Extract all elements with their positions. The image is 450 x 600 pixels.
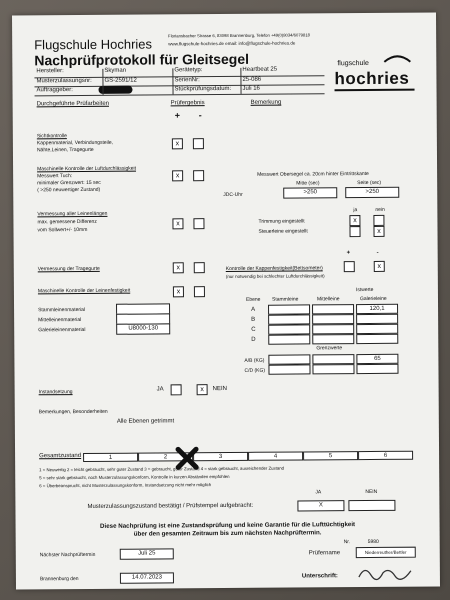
luft-seite-value[interactable]: >250 xyxy=(345,187,399,198)
date-field[interactable]: 14.07.2023 xyxy=(120,572,174,583)
section-sichtkontrolle: Sichtkontrolle Kappenmaterial, Verbindungsteile, Nähte,Leinen, Tragegurte x xyxy=(12,13,436,16)
disclaimer-line-2: über den gesamten Zeitraum bis zum nächsten Nachprüftermin. xyxy=(133,529,322,538)
musterzulassung-value: GS-2591/12 xyxy=(104,77,137,84)
paraglider-logo-icon xyxy=(382,53,412,65)
galerie-material-field[interactable]: U8000-130 xyxy=(116,323,170,334)
section-leinenfestigkeit: Maschinelle Kontrolle der Leinenfestigkeit x Stammleinenmaterial Mittelleinenmaterial Galerieleinenmaterial U8000-130 Istwerte Ebene Stammleine Mittelleine Galerieleine A B C D 120,1 Grenzwerte A/B (KG) C/D (KG) 65 xyxy=(12,13,436,16)
grade-2[interactable]: 2 xyxy=(138,452,193,461)
trage-minus-checkbox[interactable] xyxy=(194,262,205,273)
grade-legend-2: 5 = sehr stark gebraucht, noch Musterzulassungskonform, Kontrolle in kurzen Abständen empfohlen xyxy=(39,473,230,481)
grenz-cd-stamm[interactable] xyxy=(268,364,310,374)
cell-b-stamm[interactable] xyxy=(268,314,310,324)
grenz-ab-mittel[interactable] xyxy=(312,354,354,364)
page-title: Nachprüfprotokoll für Gleitsegel xyxy=(34,50,250,69)
signature-scribble xyxy=(356,563,416,583)
grade-1[interactable]: 1 xyxy=(83,453,138,462)
geraetetyp-value: Heartbeat 25 xyxy=(242,66,278,73)
sicht-plus-checkbox[interactable]: x xyxy=(172,138,183,149)
cell-b-mittel[interactable] xyxy=(312,314,354,324)
company-name: Flugschule Hochries xyxy=(34,36,153,53)
section-luftdurchlaessigkeit: Maschinelle Kontrolle der Luftdurchlässigkeit Messwert Tuch: minimaler Grenzwert: 15 sec ( >250 neuwertiger Zustand) x Messwert Obersegel ca. 20cm hinter Eintrittskante Mitte (sec) Seite (sec) >250 >250 JDC-Uhr xyxy=(12,13,436,16)
grade-scale xyxy=(83,451,413,462)
grade-5[interactable]: 5 xyxy=(303,451,358,460)
grenz-cd-mittel[interactable] xyxy=(312,364,354,374)
cell-b-galerie[interactable] xyxy=(356,314,398,324)
sicht-minus-checkbox[interactable] xyxy=(193,138,204,149)
pruefer-name-field[interactable]: Niederreuther/Bettler xyxy=(356,547,416,558)
trimmung-nein-checkbox[interactable] xyxy=(373,215,384,226)
protocol-sheet: Flugschule Hochries Floriansbacher Strasse 6, 83098 Brannenburg, Telefon +49(0)8034/6079818 www.flugschule-hochries.de email: info@flugschule-hochries.de Nachprüfprotokoll für Gleitsegel flugschule hochries Hersteller: Skyman Gerätetyp: Heartbeat 25 Musterzulassungsnr: GS-2591/12 SerienNr: 25-086 Auftraggeber: Stückprüfungsdatum: Juli 16 Durchgeführte Prüfarbeiten Prüfergebnis Bemerkung + - Sichtkontrolle Kappenmaterial, Verbindungsteile, Nähte,Leinen, Tragegurte x Maschinelle Kontrolle der Luftdurchlässigkeit Messwert Tuch: minimaler Grenzwert: 15 sec ( >250 neuwertiger Zustand) x Messwert Obersegel ca. 20cm hinter Eintrittskante Mitte (sec) Seite (sec) >250 >250 JDC-Uhr Vermessung aller Leinenlängen max. gemessene Differenz vom Sollwert+/- 10mm x ja nein Trimmung eingestellt Steuerleine eingestellt x x Vermessung der Tragegurte x + - Kontrolle der Kappenfestigkeit(Bettsometer) (nur notwendig bei schlechter Luftdurchlässigkeit) x Maschinelle Kontrolle der Leinenfestigkeit x Stammleinenmaterial Mittelleinenmaterial Galerieleinenmaterial U8000-130 Istwerte Ebene Stammleine Mittelleine Galerieleine A B C D 120,1 Grenzwerte A/B (KG) C/D (KG) 65 Instandsetzung JA x NEIN Bemerkungen, Besonderheiten Alle Ebenen getrimmt Gesamtzustand 1 2 3 4 5 6 1 = Neuwertig 2 = leicht gebraucht, sehr guter Zustand 3 = gebraucht, guter Zustand 4 = stark gebraucht, ausreichender Zustand 5 = sehr stark gebraucht, noch Musterzulassungskonform, Kontrolle in kurzen Abständen empfohlen 6 = Überbeansprucht, nicht Musterzulassungskonform, Instandsetzung nicht mehr möglich JA NEIN Musterzulassungszustand bestätigt / Prüfstempel aufgebracht: X Diese Nachprüfung ist eine Zustandsprüfung und keine Garantie für die Lufttüchtigkeit über den gesamten Zeitraum bis zum nächsten Nachprüftermin. Nr. 5980 Nächster Nachprüftermin Juli 25 Prüfername Niederreuther/Bettler Brannenburg den 14.07.2023 Unterschrift: xyxy=(12,13,440,590)
hersteller-value: Skyman xyxy=(104,67,127,74)
seriennr-value: 25-086 xyxy=(242,76,262,83)
kappe-plus-checkbox[interactable] xyxy=(344,261,355,272)
col-header-bemerkung: Bemerkung xyxy=(250,99,282,106)
footer: Nr. 5980 Nächster Nachprüftermin Juli 25 Prüfername Niederreuther/Bettler Brannenburg den 14.07.2023 Unterschrift: xyxy=(12,13,436,16)
grade-3[interactable]: 3 xyxy=(193,452,248,461)
logo-underline xyxy=(335,89,415,92)
cell-a-stamm[interactable] xyxy=(268,304,310,314)
cell-d-mittel[interactable] xyxy=(312,334,354,344)
protocol-number: 5980 xyxy=(367,538,379,546)
grade-legend-1: 1 = Neuwertig 2 = leicht gebraucht, sehr guter Zustand 3 = gebraucht, guter Zustand 4 = stark gebraucht, ausreichender Zustand xyxy=(39,465,285,473)
info-grid: Hersteller: Skyman Gerätetyp: Heartbeat 25 Musterzulassungsnr: GS-2591/12 SerienNr: 25-086 Auftraggeber: Stückprüfungsdatum: Juli 16 xyxy=(12,13,436,16)
company-address: Floriansbacher Strasse 6, 83098 Brannenburg, Telefon +49(0)8034/6079818 xyxy=(168,32,310,39)
trage-plus-checkbox[interactable]: x xyxy=(173,262,184,273)
grade-6[interactable]: 6 xyxy=(358,451,413,460)
col-header-arbeiten: Durchgeführte Prüfarbeiten xyxy=(36,100,110,108)
grenz-ab-galerie[interactable]: 65 xyxy=(356,354,398,364)
cell-c-mittel[interactable] xyxy=(312,324,354,334)
grenz-ab-stamm[interactable] xyxy=(268,354,310,364)
col-header-ergebnis: Prüfergebnis xyxy=(170,100,205,107)
section-leinenlaengen: Vermessung aller Leinenlängen max. gemessene Differenz vom Sollwert+/- 10mm x ja nein Trimmung eingestellt Steuerleine eingestellt x x xyxy=(12,13,436,16)
bemerkungen-label: Bemerkungen, Besonderheiten xyxy=(38,408,108,416)
trimmung-ja-checkbox[interactable]: x xyxy=(349,215,360,226)
grade-4[interactable]: 4 xyxy=(248,451,303,460)
section-gesamtzustand: Gesamtzustand 1 2 3 4 5 6 1 = Neuwertig 2 = leicht gebraucht, sehr guter Zustand 3 = gebraucht, guter Zustand 4 = stark gebraucht, ausreichender Zustand 5 = sehr stark gebraucht, noch Musterzulassungskonform, Kontrolle in kurzen Abständen empfohlen 6 = Überbeansprucht, nicht Musterzulassungskonform, Instandsetzung nicht mehr möglich xyxy=(12,13,436,16)
cell-d-galerie[interactable] xyxy=(356,334,398,344)
konform-nein-field[interactable] xyxy=(348,500,395,511)
cell-c-galerie[interactable] xyxy=(356,324,398,334)
luft-minus-checkbox[interactable] xyxy=(193,170,204,181)
festig-plus-checkbox[interactable]: x xyxy=(173,286,184,297)
grenz-cd-galerie[interactable] xyxy=(356,364,398,374)
company-logo: flugschule hochries xyxy=(12,13,436,16)
leinen-minus-checkbox[interactable] xyxy=(193,218,204,229)
luft-mitte-value[interactable]: >250 xyxy=(283,187,337,198)
leinen-plus-checkbox[interactable]: x xyxy=(172,218,183,229)
section-instandsetzung: Instandsetzung JA x NEIN xyxy=(38,385,227,396)
section-konformitaet: JA NEIN Musterzulassungszustand bestätigt / Prüfstempel aufgebracht: X xyxy=(12,13,436,16)
cell-c-stamm[interactable] xyxy=(268,324,310,334)
section-tragegurte: Vermessung der Tragegurte x + - Kontrolle der Kappenfestigkeit(Bettsometer) (nur notwendig bei schlechter Luftdurchlässigkeit) x xyxy=(12,13,436,16)
luft-plus-checkbox[interactable]: x xyxy=(172,170,183,181)
grade-legend-3: 6 = Überbeansprucht, nicht Musterzulassungskonform, Instandsetzung nicht mehr möglich xyxy=(39,482,212,489)
kappe-minus-checkbox[interactable]: x xyxy=(374,261,385,272)
cell-a-mittel[interactable] xyxy=(312,304,354,314)
steuer-ja-checkbox[interactable] xyxy=(349,226,360,237)
cell-d-stamm[interactable] xyxy=(268,334,310,344)
cell-a-galerie[interactable]: 120,1 xyxy=(356,304,398,314)
redacted-name xyxy=(98,86,132,94)
konform-ja-field[interactable]: X xyxy=(297,500,344,511)
steuer-nein-checkbox[interactable]: x xyxy=(373,226,384,237)
instand-ja-checkbox[interactable] xyxy=(171,384,182,395)
next-inspection-field[interactable]: Juli 25 xyxy=(120,548,174,559)
disclaimer-line-1: Diese Nachprüfung ist eine Zustandsprüfung und keine Garantie für die Lufttüchtigkeit xyxy=(99,521,356,530)
stueckpruefung-value: Juli 16 xyxy=(242,85,260,92)
bemerkungen-text: Alle Ebenen getrimmt xyxy=(116,418,175,425)
instand-nein-checkbox[interactable]: x xyxy=(197,384,208,395)
festig-minus-checkbox[interactable] xyxy=(194,286,205,297)
company-web: www.flugschule-hochries.de email: info@flugschule-hochries.de xyxy=(168,40,296,47)
